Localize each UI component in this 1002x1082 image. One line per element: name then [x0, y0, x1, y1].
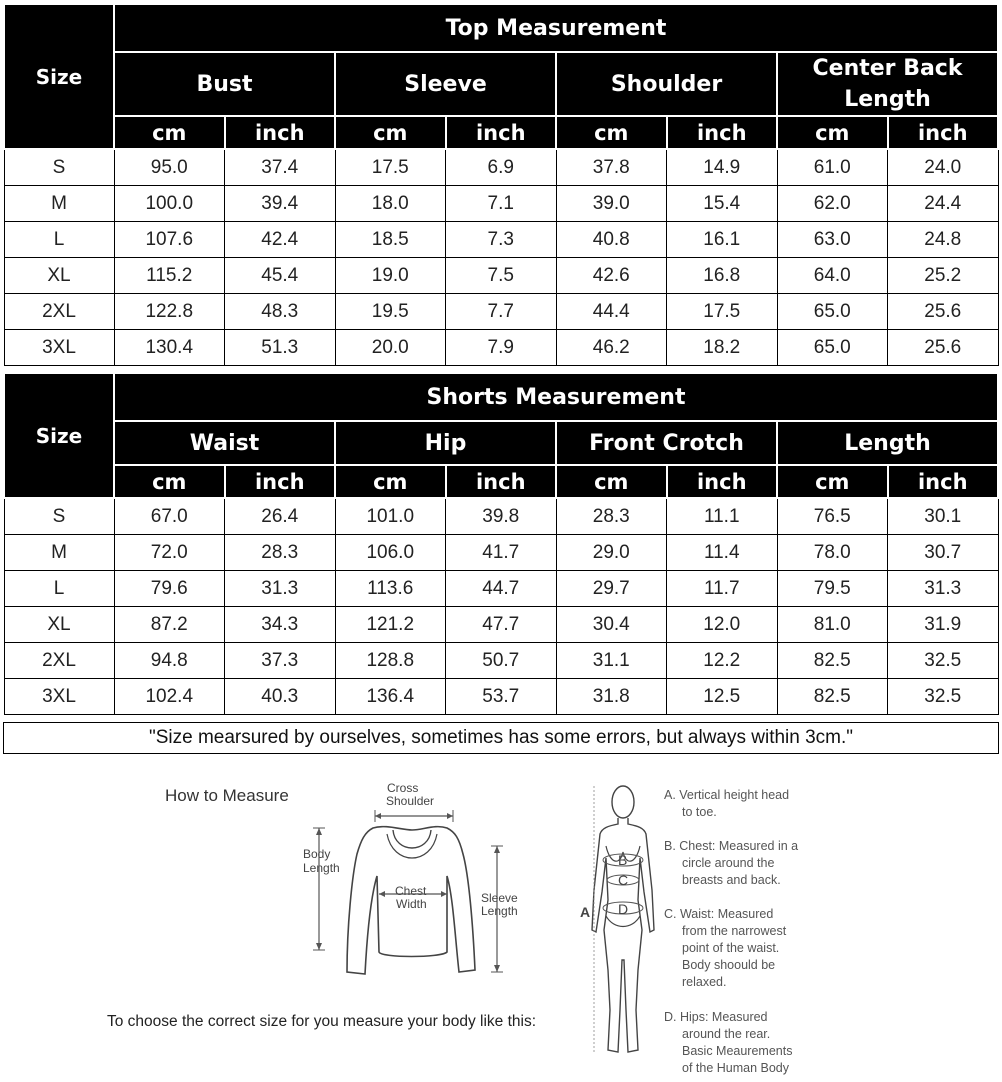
- size-cell: 3XL: [4, 330, 114, 366]
- top-measurement-table: [3, 3, 999, 366]
- table-cell: 61.0: [777, 149, 888, 186]
- table-cell: 51.3: [225, 330, 336, 366]
- table-cell: 40.8: [556, 222, 667, 258]
- table-cell: 40.3: [225, 679, 336, 715]
- size-cell: M: [4, 535, 114, 571]
- table-cell: 24.0: [888, 149, 999, 186]
- column-group-header: Waist: [114, 421, 335, 465]
- table-cell: 7.7: [446, 294, 557, 330]
- size-cell: L: [4, 222, 114, 258]
- table-row: [4, 643, 998, 679]
- table-cell: 17.5: [667, 294, 778, 330]
- table-cell: 115.2: [114, 258, 225, 294]
- unit-header: inch: [225, 116, 336, 149]
- table-cell: 6.9: [446, 149, 557, 186]
- table-cell: 24.8: [888, 222, 999, 258]
- table-cell: 25.6: [888, 330, 999, 366]
- unit-header: cm: [114, 116, 225, 149]
- column-group-header: Bust: [114, 52, 335, 116]
- table-title: Top Measurement: [114, 4, 998, 52]
- measure-instructions: To choose the correct size for you measure your body like this:: [107, 1013, 537, 1030]
- table-cell: 81.0: [777, 607, 888, 643]
- table-cell: 63.0: [777, 222, 888, 258]
- table-cell: 44.7: [446, 571, 557, 607]
- table-cell: 31.3: [225, 571, 336, 607]
- unit-header: cm: [556, 116, 667, 149]
- table-cell: 25.2: [888, 258, 999, 294]
- sweater-measure-diagram: [295, 776, 535, 986]
- unit-header: cm: [777, 116, 888, 149]
- table-cell: 20.0: [335, 330, 446, 366]
- unit-header: inch: [667, 465, 778, 498]
- table-cell: 39.4: [225, 186, 336, 222]
- label-a: A: [580, 904, 591, 920]
- column-group-header: Shoulder: [556, 52, 777, 116]
- table-cell: 37.3: [225, 643, 336, 679]
- table-cell: 18.0: [335, 186, 446, 222]
- size-cell: M: [4, 186, 114, 222]
- table-cell: 7.1: [446, 186, 557, 222]
- table-row: [4, 222, 998, 258]
- size-cell: XL: [4, 607, 114, 643]
- table-cell: 42.4: [225, 222, 336, 258]
- table-cell: 107.6: [114, 222, 225, 258]
- measurement-disclaimer: "Size mearsured by ourselves, sometimes has some errors, but always within 3cm.": [3, 722, 999, 754]
- unit-header: inch: [667, 116, 778, 149]
- table-cell: 48.3: [225, 294, 336, 330]
- table-cell: 28.3: [225, 535, 336, 571]
- table-row: [4, 679, 998, 715]
- table-cell: 82.5: [777, 679, 888, 715]
- table-row: [4, 498, 998, 535]
- table-cell: 31.3: [888, 571, 999, 607]
- legend-item-c: C. Waist: Measured from the narrowest point of the waist. Body shoould be relaxed.: [664, 907, 787, 989]
- table-cell: 42.6: [556, 258, 667, 294]
- table-cell: 29.0: [556, 535, 667, 571]
- table-cell: 15.4: [667, 186, 778, 222]
- table-cell: 130.4: [114, 330, 225, 366]
- table-cell: 34.3: [225, 607, 336, 643]
- table-cell: 30.4: [556, 607, 667, 643]
- table-row: [4, 571, 998, 607]
- how-to-measure-title: How to Measure: [165, 786, 289, 805]
- table-cell: 7.9: [446, 330, 557, 366]
- table-cell: 11.7: [667, 571, 778, 607]
- table-cell: 7.3: [446, 222, 557, 258]
- table-cell: 12.2: [667, 643, 778, 679]
- table-cell: 94.8: [114, 643, 225, 679]
- table-cell: 78.0: [777, 535, 888, 571]
- table-title: Shorts Measurement: [114, 373, 998, 421]
- legend-item-b: B. Chest: Measured in a circle around the breasts and back.: [664, 839, 799, 887]
- body-label: Body: [303, 847, 331, 861]
- shoulder-label: Shoulder: [386, 794, 435, 808]
- table-cell: 7.5: [446, 258, 557, 294]
- size-cell: XL: [4, 258, 114, 294]
- table-cell: 44.4: [556, 294, 667, 330]
- table-cell: 46.2: [556, 330, 667, 366]
- unit-header: cm: [114, 465, 225, 498]
- legend-item-d: D. Hips: Measured around the rear. Basic Meaurements of the Human Body: [664, 1010, 793, 1075]
- column-group-header: Hip: [335, 421, 556, 465]
- table-cell: 41.7: [446, 535, 557, 571]
- table-cell: 100.0: [114, 186, 225, 222]
- size-header: Size: [4, 4, 114, 149]
- table-cell: 32.5: [888, 643, 999, 679]
- table-cell: 106.0: [335, 535, 446, 571]
- label-b: B: [618, 852, 628, 868]
- table-cell: 18.5: [335, 222, 446, 258]
- unit-header: inch: [888, 465, 999, 498]
- human-body-diagram: [572, 780, 662, 1070]
- table-cell: 19.0: [335, 258, 446, 294]
- table-cell: 16.1: [667, 222, 778, 258]
- table-cell: 121.2: [335, 607, 446, 643]
- table-cell: 79.5: [777, 571, 888, 607]
- table-cell: 16.8: [667, 258, 778, 294]
- table-cell: 39.0: [556, 186, 667, 222]
- size-cell: L: [4, 571, 114, 607]
- width-label: Width: [396, 897, 427, 911]
- table-cell: 53.7: [446, 679, 557, 715]
- table-row: [4, 258, 998, 294]
- head-icon: [612, 786, 634, 818]
- size-cell: S: [4, 149, 114, 186]
- table-cell: 30.1: [888, 498, 999, 535]
- table-cell: 136.4: [335, 679, 446, 715]
- table-row: [4, 330, 998, 366]
- table-cell: 45.4: [225, 258, 336, 294]
- table-cell: 14.9: [667, 149, 778, 186]
- table-cell: 64.0: [777, 258, 888, 294]
- cross-label: Cross: [387, 781, 419, 795]
- table-cell: 31.1: [556, 643, 667, 679]
- table-row: [4, 186, 998, 222]
- size-cell: 3XL: [4, 679, 114, 715]
- legend-item-a: A. Vertical height head to toe.: [664, 788, 790, 819]
- unit-header: cm: [335, 465, 446, 498]
- size-header: Size: [4, 373, 114, 498]
- table-row: [4, 294, 998, 330]
- column-group-header: Front Crotch: [556, 421, 777, 465]
- shorts-measurement-table: [3, 372, 999, 715]
- table-cell: 32.5: [888, 679, 999, 715]
- sleeve-length-label: Length: [481, 904, 518, 918]
- sleeve-label: Sleeve: [481, 891, 518, 905]
- table-cell: 79.6: [114, 571, 225, 607]
- label-c: C: [618, 872, 629, 888]
- table-cell: 76.5: [777, 498, 888, 535]
- size-cell: 2XL: [4, 643, 114, 679]
- table-cell: 19.5: [335, 294, 446, 330]
- column-group-header: Sleeve: [335, 52, 556, 116]
- table-cell: 95.0: [114, 149, 225, 186]
- table-cell: 37.8: [556, 149, 667, 186]
- table-cell: 18.2: [667, 330, 778, 366]
- table-cell: 12.5: [667, 679, 778, 715]
- table-cell: 101.0: [335, 498, 446, 535]
- table-row: [4, 607, 998, 643]
- table-cell: 25.6: [888, 294, 999, 330]
- table-cell: 67.0: [114, 498, 225, 535]
- size-cell: S: [4, 498, 114, 535]
- table-cell: 82.5: [777, 643, 888, 679]
- table-cell: 122.8: [114, 294, 225, 330]
- table-cell: 26.4: [225, 498, 336, 535]
- body-length-label: Length: [303, 861, 340, 875]
- unit-header: inch: [446, 116, 557, 149]
- label-d: D: [618, 901, 629, 917]
- table-cell: 102.4: [114, 679, 225, 715]
- size-cell: 2XL: [4, 294, 114, 330]
- table-cell: 31.9: [888, 607, 999, 643]
- table-cell: 62.0: [777, 186, 888, 222]
- table-cell: 113.6: [335, 571, 446, 607]
- table-cell: 11.1: [667, 498, 778, 535]
- column-group-header: Length: [777, 421, 998, 465]
- table-cell: 12.0: [667, 607, 778, 643]
- table-cell: 128.8: [335, 643, 446, 679]
- table-cell: 28.3: [556, 498, 667, 535]
- table-cell: 65.0: [777, 330, 888, 366]
- unit-header: inch: [888, 116, 999, 149]
- table-cell: 37.4: [225, 149, 336, 186]
- table-row: [4, 149, 998, 186]
- unit-header: inch: [225, 465, 336, 498]
- table-cell: 87.2: [114, 607, 225, 643]
- unit-header: cm: [556, 465, 667, 498]
- chest-label: Chest: [395, 884, 427, 898]
- table-cell: 30.7: [888, 535, 999, 571]
- table-cell: 29.7: [556, 571, 667, 607]
- table-cell: 11.4: [667, 535, 778, 571]
- table-cell: 24.4: [888, 186, 999, 222]
- table-cell: 65.0: [777, 294, 888, 330]
- unit-header: cm: [777, 465, 888, 498]
- table-row: [4, 535, 998, 571]
- table-cell: 39.8: [446, 498, 557, 535]
- unit-header: cm: [335, 116, 446, 149]
- table-cell: 31.8: [556, 679, 667, 715]
- table-cell: 17.5: [335, 149, 446, 186]
- table-cell: 50.7: [446, 643, 557, 679]
- column-group-header: Center Back Length: [777, 52, 998, 116]
- table-cell: 72.0: [114, 535, 225, 571]
- table-cell: 47.7: [446, 607, 557, 643]
- unit-header: inch: [446, 465, 557, 498]
